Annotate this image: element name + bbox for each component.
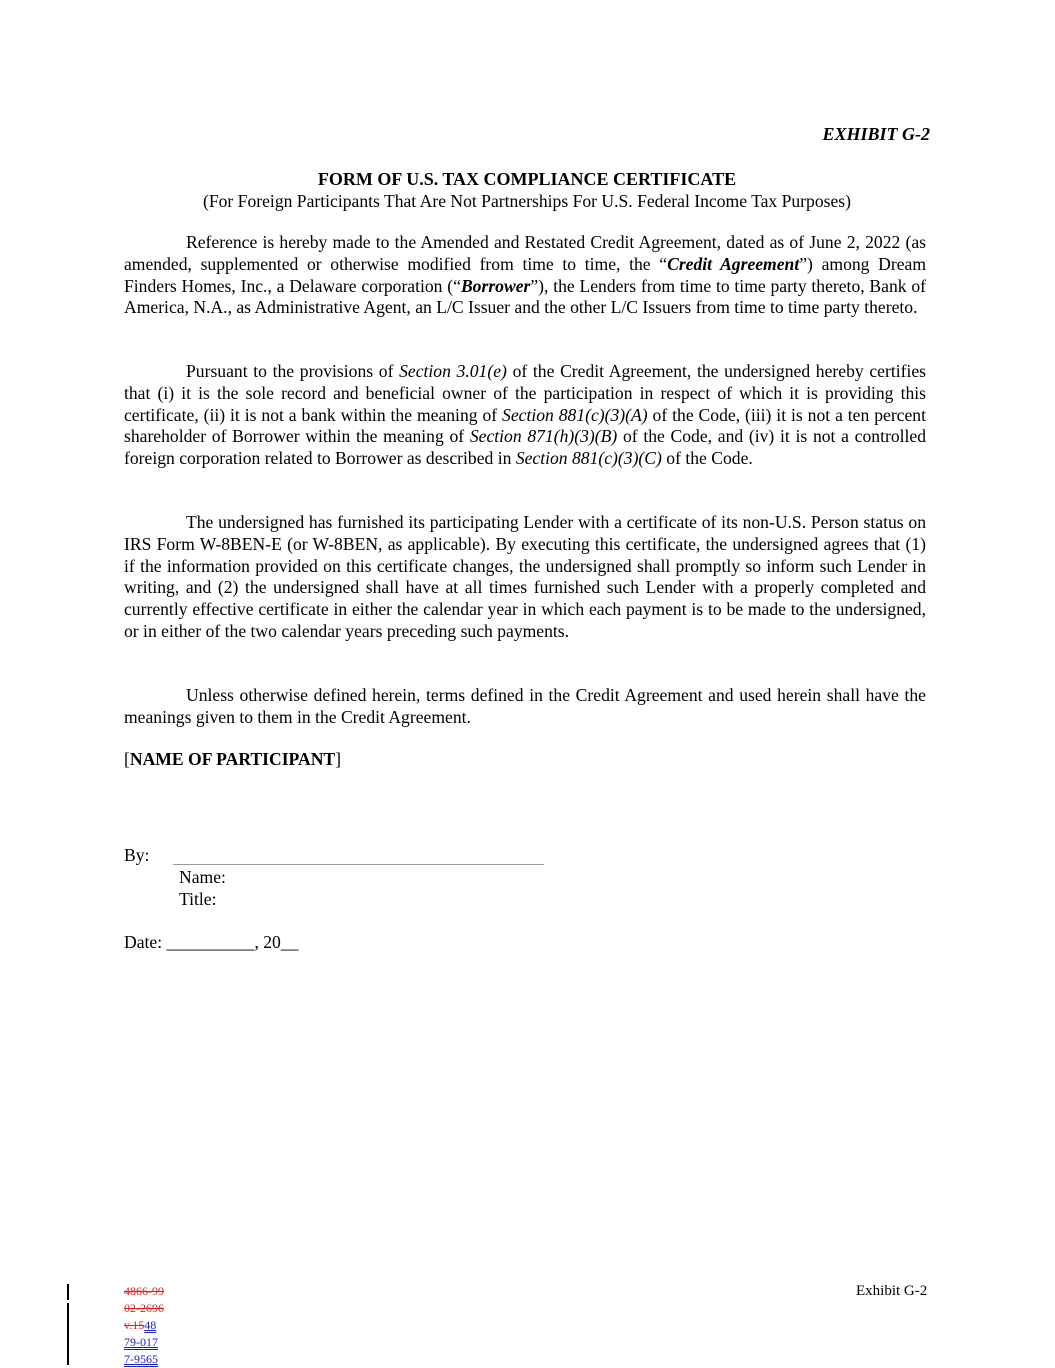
section-reference: Section 871(h)(3)(B) [469,426,618,447]
footer-exhibit-label: Exhibit G-2 [856,1283,928,1299]
document-subtitle: (For Foreign Participants That Are Not Partnerships For U.S. Federal Income Tax Purposes) [202,191,851,211]
inserted-text: 7-9565 [124,1352,158,1366]
participant-name-placeholder [124,748,341,770]
text-run: ”) among Dream Finders Homes, Inc., a Delaware corporation (“ [124,253,927,296]
text-run: of the Code, and (iv) it is not a controlled foreign corporation related to Borrower as described in [124,426,926,468]
defined-term-borrower: Borrower [460,275,531,296]
signature-line [173,864,544,865]
text-run: of the Code, (iii) it is not a ten percent shareholder of Borrower within the meaning of [124,404,926,447]
deleted-text: 02-2696 [124,1301,164,1315]
section-reference: Section 881(c)(3)(C) [515,448,662,468]
name-label: Name: [179,867,226,887]
text-run: Reference is hereby made to the Amended and Restated Credit Agreement, dated as of June 2, 2022 (as amended, supplemented or otherwise modified from time to time, the “ [124,232,926,274]
exhibit-heading: EXHIBIT G-2 [822,124,930,144]
reference-paragraph [124,232,926,319]
text-run: of the Code. [661,448,753,468]
undertaking-paragraph: The undersigned has furnished its participating Lender with a certificate of its non-U.S. Person status on IRS Form W-8BEN-E (or W-8BEN, as applicable). By executing this certificate, the undersigned agrees that (1) if the information provided on this certificate changes, the undersigned shall promptly so inform such Lender in writing, and (2) the undersigned shall have at all times furnished such Lender with a properly completed and currently effective certificate in either the calendar year in which each payment is to be made to the undersigned, or in either of the two calendar years preceding such payments. [124,512,926,641]
text-run: ”), the Lenders from time to time party thereto, Bank of America, N.A., as Administrative Agent, an L/C Issuer and the other L/C Issuers from time to time party thereto. [124,275,926,318]
inserted-text: 79-017 [124,1335,158,1349]
text-run: of the Credit Agreement, the undersigned hereby certifies that (i) it is the sole record and beneficial owner of the participation in respect of which it is providing this certificate, (ii) it is not a bank within the meaning of [124,361,927,425]
section-reference: Section 3.01(e) [399,361,507,381]
change-bar [67,1303,69,1365]
change-bar [67,1284,69,1300]
defined-term-credit-agreement: Credit Agreement [667,253,800,274]
inserted-text: 48 [144,1318,157,1332]
definitions-paragraph: Unless otherwise defined herein, terms defined in the Credit Agreement and used herein shall have the meanings given to them in the Credit Agreement. [124,685,926,727]
document-title: FORM OF U.S. TAX COMPLIANCE CERTIFICATE [317,169,737,189]
text-run: Pursuant to the provisions of [186,361,400,381]
by-label: By: [124,845,150,865]
date-line: Date: __________, 20__ [124,932,299,952]
document-id [124,1283,164,1368]
bracket: ] [335,749,342,769]
deleted-text: v.15 [124,1318,145,1332]
section-reference: Section 881(c)(3)(A) [502,404,648,425]
title-label: Title: [179,889,217,909]
bracket: [ [124,749,130,769]
participant-name: NAME OF PARTICIPANT [129,749,336,769]
certification-paragraph [124,361,926,470]
deleted-text: 4866-99 [124,1284,164,1298]
